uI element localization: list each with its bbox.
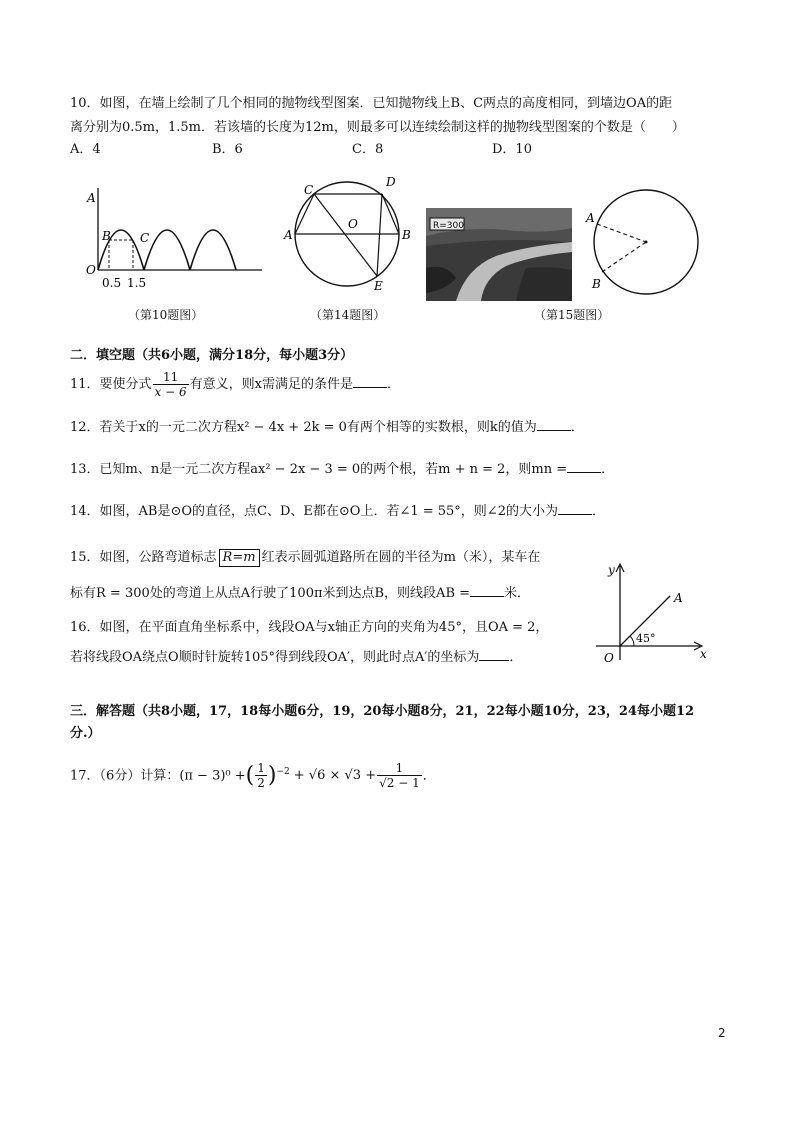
fig16-label-x: x	[700, 647, 707, 661]
q16-line1: 16．如图，在平面直角坐标系中，线段OA与x轴正方向的夹角为45°，且OA = 2，	[70, 620, 549, 635]
section2-title: 二．填空题（共6小题，满分18分，每小题3分）	[70, 348, 354, 363]
q17-frac-den: √2 − 1	[379, 776, 420, 791]
q11-end: ．	[386, 377, 400, 392]
q11-numerator: 11	[153, 370, 189, 385]
q15-line2	[70, 582, 530, 604]
q12-end: ．	[570, 420, 584, 435]
fig10-tick-05: 0.5	[102, 276, 122, 290]
q11-denominator: x − 6	[154, 385, 187, 399]
q13-answer-blank[interactable]	[567, 458, 601, 473]
q10-line1: 10．如图，在墙上绘制了几个相同的抛物线型图案．已知抛物线上B、C两点的高度相同，到墙边OA的距	[70, 96, 673, 111]
fig15-caption: （第15题图）	[534, 308, 610, 322]
q16-end: ．	[509, 650, 523, 665]
q15-answer-blank[interactable]	[470, 582, 504, 597]
fig10-tick-15: 1.5	[127, 276, 147, 290]
page-number: 2	[718, 1026, 726, 1040]
fig14-label-c: C	[304, 183, 314, 197]
q11-answer-blank[interactable]	[353, 373, 387, 388]
fig16-angle-label: 45°	[636, 632, 656, 645]
q17-end: ．	[422, 768, 436, 784]
q17-reciprocal-fraction	[377, 761, 422, 790]
fig14-circle-diagram	[282, 170, 414, 300]
fig10-label-a: A	[87, 191, 96, 205]
q10-option-b: B．6	[212, 142, 243, 157]
fig15-label-b: B	[592, 277, 601, 291]
fig10-label-o: O	[86, 263, 96, 277]
q10-option-c: C．8	[352, 142, 384, 157]
q10-option-d: D．10	[492, 142, 532, 157]
fig10-label-b: B	[102, 229, 111, 243]
q11-suffix: 有意义，则x需满足的条件是	[189, 377, 353, 392]
fig16-coordinate-diagram	[596, 560, 716, 670]
q17-prefix: 17．（6分）计算：(π − 3)⁰ +	[70, 768, 246, 784]
q14-text: 14．如图，AB是⊙O的直径，点C、D、E都在⊙O上．若∠1 = 55°，则∠2的大小为	[70, 504, 558, 519]
fig16-label-y: y	[608, 563, 615, 577]
fig14-label-o: O	[348, 217, 358, 231]
fig15-label-a: A	[586, 211, 595, 225]
fig10-caption: （第10题图）	[128, 308, 204, 322]
q11	[70, 368, 400, 402]
q15-prefix: 15．如图，公路弯道标志	[70, 550, 217, 565]
q12-answer-blank[interactable]	[537, 416, 571, 431]
q17-half-num: 1	[257, 761, 265, 776]
q12	[70, 416, 584, 438]
q17: 17．（6分）计算：(π − 3)⁰ +( $\frac{1}{2}$ )$^{-2}$ + √6 × √3 + $\frac{1}{√2 - 1}$ ．	[70, 761, 436, 791]
q11-prefix: 11．要使分式	[70, 377, 152, 392]
fig15-sign-text: R=300	[433, 221, 464, 231]
fig14-label-a: A	[284, 228, 293, 242]
q16-answer-blank[interactable]	[479, 646, 509, 661]
q10-line2: 离分别为0.5m，1.5m．若该墙的长度为12m，则最多可以连续绘制这样的抛物线型图案的个数是（ ）	[70, 120, 685, 135]
section3-title-line1: 三．解答题（共8小题，17，18每小题6分，19，20每小题8分，21，22每小题10分，23，24每小题12	[70, 704, 695, 719]
q17-middle: + √6 × √3 +	[293, 768, 377, 784]
q13	[70, 458, 614, 480]
fig10-parabola-diagram	[80, 180, 270, 295]
q15-sign-box: R=m	[219, 549, 260, 567]
q13-text: 13．已知m、n是一元二次方程ax² − 2x − 3 = 0的两个根，若m + n = 2，则mn =	[70, 462, 568, 477]
fig14-label-e: E	[374, 279, 383, 293]
q11-fraction	[153, 370, 189, 399]
q15-unit: 米．	[504, 586, 531, 601]
q13-end: ．	[601, 462, 615, 477]
fig14-caption: （第14题图）	[310, 308, 386, 322]
q15-line1	[70, 548, 540, 568]
q17-half-fraction	[255, 761, 267, 790]
q12-text: 12．若关于x的一元二次方程x² − 4x + 2k = 0有两个相等的实数根，则k的值为	[70, 420, 537, 435]
q17-exponent: −2	[276, 767, 290, 777]
q17-frac-num: 1	[377, 761, 422, 776]
fig16-label-o: O	[604, 651, 614, 665]
q14	[70, 500, 605, 522]
fig16-label-a: A	[674, 591, 683, 605]
q10-option-a: A．4	[70, 142, 101, 157]
section3-title-line2: 分.）	[70, 726, 101, 741]
fig14-label-d: D	[386, 175, 396, 189]
fig14-label-b: B	[402, 228, 411, 242]
fig10-label-c: C	[140, 231, 150, 245]
q16-line2	[70, 646, 522, 668]
q17-half-den: 2	[257, 776, 265, 791]
q15-line2-text: 标有R = 300处的弯道上从点A行驶了100π米到达点B，则线段AB =	[70, 586, 471, 601]
q14-answer-blank[interactable]	[558, 500, 592, 515]
q16-line2-text: 若将线段OA绕点O顺时针旋转105°得到线段OA′，则此时点A′的坐标为	[70, 650, 480, 665]
q14-end: ．	[591, 504, 605, 519]
fig15-arc-diagram	[584, 184, 714, 296]
q15-suffix: 红表示圆弧道路所在圆的半径为m（米），某车在	[261, 550, 541, 565]
fig15-road-photo	[426, 208, 572, 301]
